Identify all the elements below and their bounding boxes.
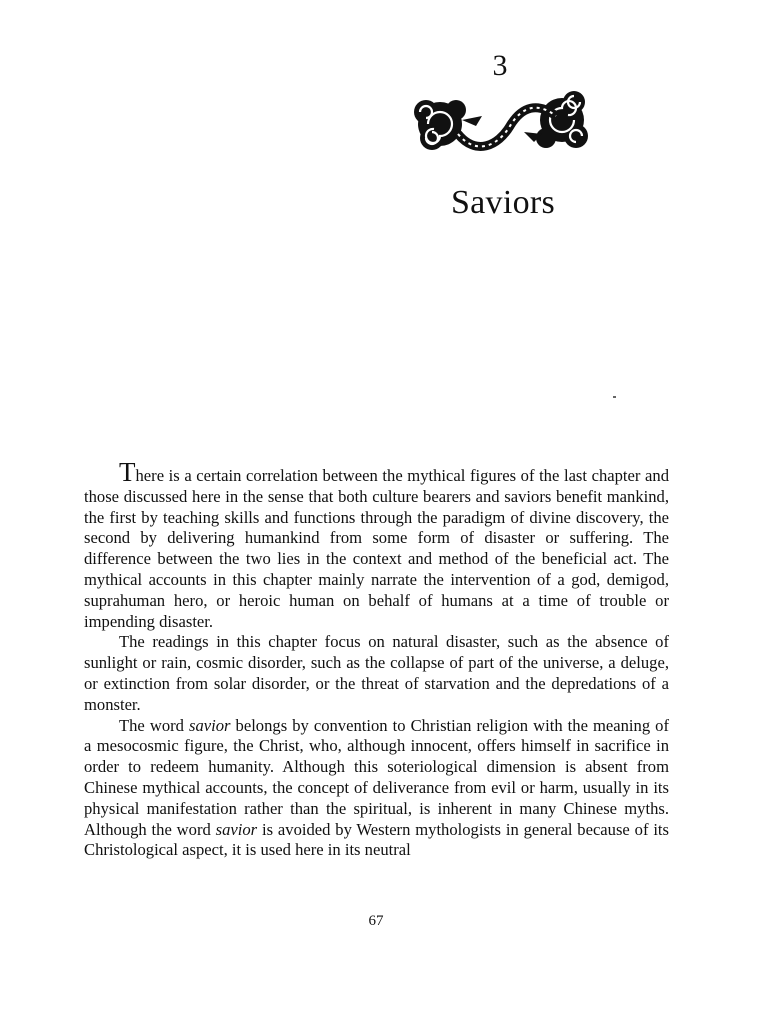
paragraph-text: The word — [119, 715, 189, 735]
paragraph-text: is avoided by Western mythologists in general because of its Christological aspect, it is used here in its neutral — [84, 819, 670, 860]
paragraph-3 — [84, 716, 669, 862]
chapter-title: Saviors — [450, 184, 556, 221]
page-number: 67 — [368, 913, 384, 929]
italic-term: savior — [189, 715, 231, 735]
drop-cap: T — [119, 457, 136, 487]
scan-speck — [613, 396, 616, 398]
paragraph-text: belongs by convention to Christian religion with the meaning of a mesocosmic figure, the Christ, who, although innocent, offers himself in sacrifice in order to redeem humanity. Although this soteriological dimension is absent from Chinese mythical accounts, the concept of deliverance from evil or harm, usually in its physical manifestation rather than the spiritual, is inherent in many Chinese myths. Although the word — [84, 715, 669, 839]
paragraph-1 — [84, 457, 669, 632]
swirling-dragon-ornament-icon — [406, 86, 592, 162]
italic-term: savior — [215, 819, 258, 839]
paragraph-2: The readings in this chapter focus on natural disaster, such as the absence of sunlight or rain, cosmic disorder, such as the collapse of part of the universe, a deluge, or extinction from solar disorder, or the threat of starvation and the depredations of a monster. — [84, 632, 669, 714]
chapter-number: 3 — [492, 49, 508, 82]
body-text — [84, 457, 670, 861]
paragraph-text: here is a certain correlation between the mythical figures of the last chapter and those discussed here in the sense that both culture bearers and saviors benefit mankind, the first by teaching skills and functions through the paradigm of divine discovery, the second by delivering humankind from some form of disaster or suffering. The difference between the two lies in the context and method of the beneficial act. The mythical accounts in this chapter mainly narrate the intervention of a god, demigod, suprahuman hero, or heroic human on behalf of humans at a time of trouble or impending disaster. — [84, 466, 669, 631]
